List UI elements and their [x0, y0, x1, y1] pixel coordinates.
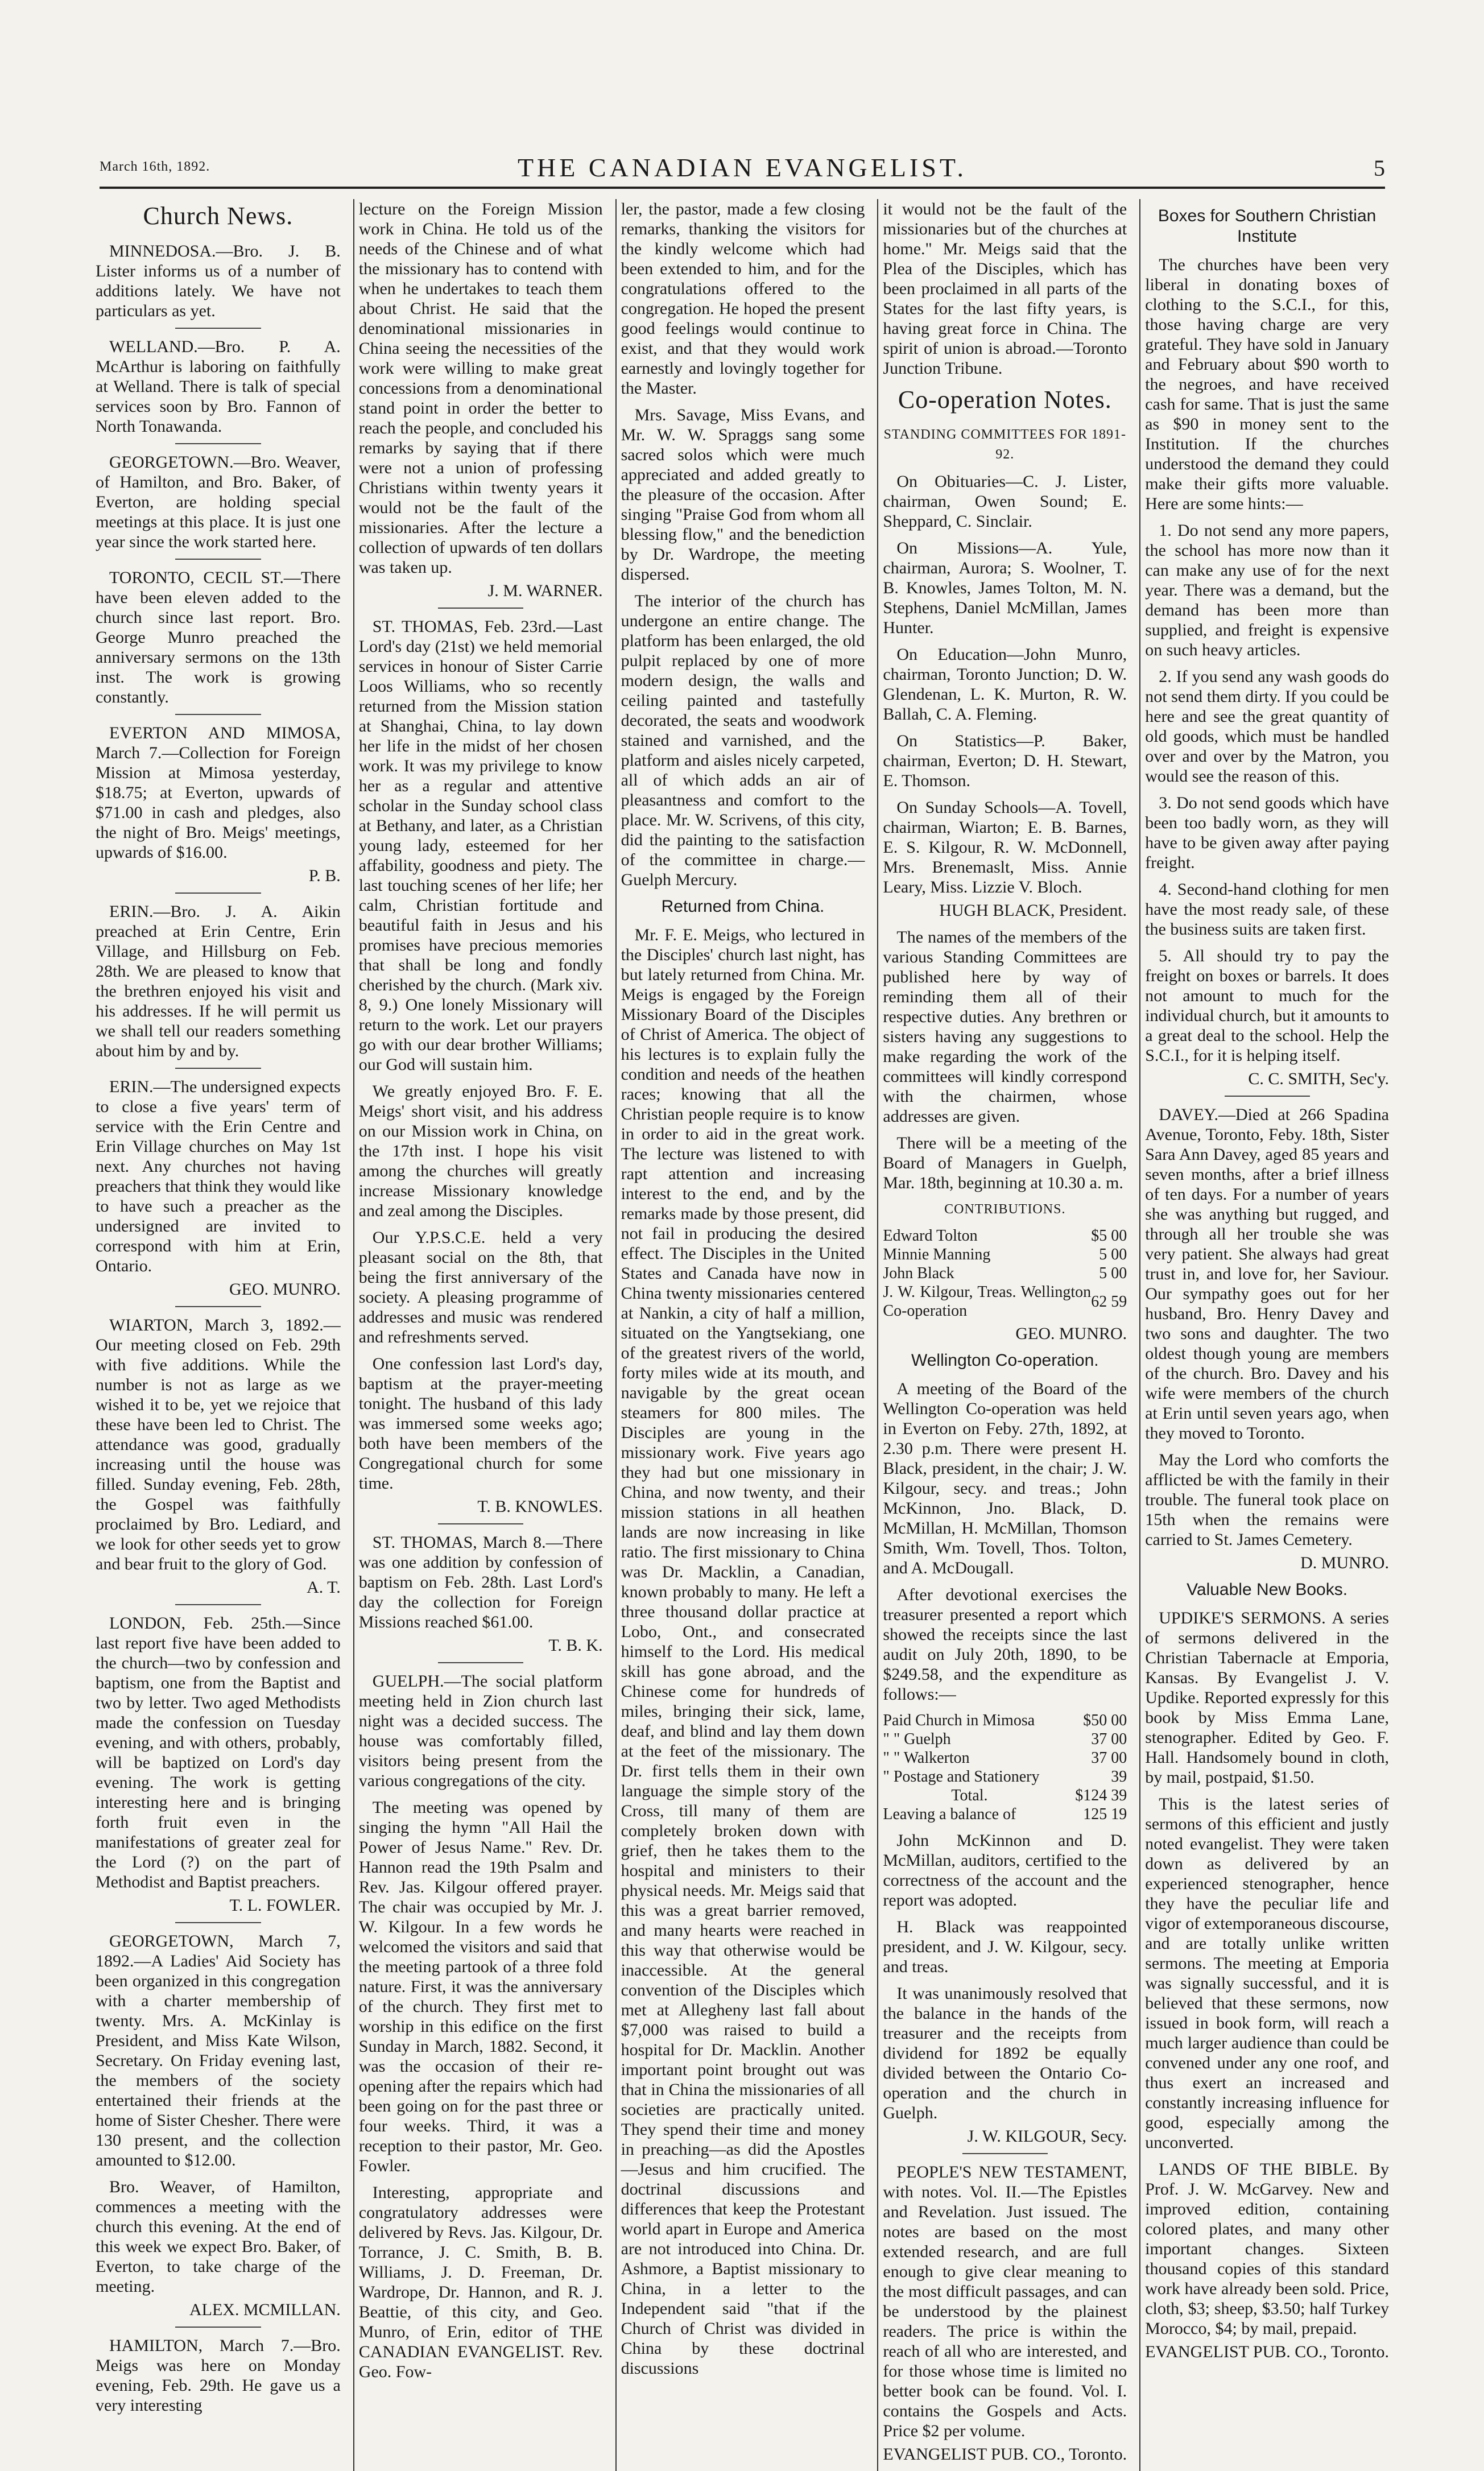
divider [175, 2327, 261, 2328]
obituary-davey: DAVEY.—Died at 266 Spadina Avenue, Toronto, Feby. 18th, Sister Sara Ann Davey, aged 85 years and seven months, after a brief illness of ten days. For a number of years she was anything but rugged, and through all her trouble she was very patient. She always had great trust in, and love for, her Saviour. Our sympathy goes out for her husband, Bro. Henry Davey and two sons and daughter. The two oldest though young are members of the church. Bro. Davey and his wife were members of the church at Erin until seven years ago, when they moved to Toronto. [1145, 1105, 1389, 1443]
valuable-new-books-heading: Valuable New Books. [1187, 1580, 1348, 1599]
signature: J. W. KILGOUR, Secy. [967, 2127, 1127, 2146]
column-2 [353, 199, 607, 2471]
committees-note: The names of the members of the various Standing Committees are published here by way of reminding them all of their respective duties. Any brethren or sisters having any suggestions to make regarding the work of the committees will kindly correspond with the chairmen, whose addresses are given. [883, 928, 1127, 1126]
news-item-meigs-visit: We greatly enjoyed Bro. F. E. Meigs' short visit, and his address on our Mission work in China, on the 17th inst. I hope his visit among the churches will greatly increase Missionary knowledge and zeal among the Disciples. [358, 1082, 603, 1220]
boxes-hint-5: 5. All should try to pay the freight on boxes or barrels. It does not amount to much for the individual church, but it amounts to a great deal to the school. Help the S.C.I., for it is helping itself. [1145, 947, 1389, 1065]
column-4 [877, 199, 1131, 2471]
signature: A. T. [307, 1578, 341, 1597]
table-row: John Black 5 00 [883, 1265, 1127, 1282]
signature: D. MUNRO. [1300, 1553, 1389, 1572]
news-item-weaver-meeting: Bro. Weaver, of Hamilton, commences a meeting with the church this evening. At the end of this week we expect Bro. Baker, of Everton, to take charge of the meeting. [96, 2177, 341, 2296]
signature: T. B. KNOWLES. [477, 1497, 603, 1516]
news-item-georgetown-ladies-aid: GEORGETOWN, March 7, 1892.—A Ladies' Aid Society has been organized in this congregation with a charter membership of twenty. Mrs. A. McKinlay is President, and Miss Kate Wilson, Secretary. On Friday evening last, the members of the society entertained their friends at the home of Sister Chesher. There were 130 present, and the collection amounted to $12.00. [96, 1932, 341, 2170]
contributions-title: CONTRIBUTIONS. [944, 1202, 1066, 1217]
table-row: " Postage and Stationery 39 [883, 1768, 1127, 1786]
signature: GEO. MUNRO. [1015, 1324, 1127, 1343]
resolution-note: It was unanimously resolved that the balance in the hands of the treasurer and the receipts from dividend for 1892 be equally divided between the Ontario Co-operation and the church in Guelph. [883, 1984, 1127, 2122]
news-item-st-thomas-memorial: ST. THOMAS, Feb. 23rd.—Last Lord's day (21st) we held memorial services in honour of Sister Carrie Loos Williams, who so recently returned from the Mission station at Shanghai, China, to lay down her life in the midst of her chosen work. It was my privilege to know her as a regular and attentive scholar in the Sunday school class at Bethany, and later, as a Christian young lady, esteemed for her affability, goodness and piety. The last touching scenes of her life; her calm, Christian fortitude and beautiful faith in Jesus and his promises have precious memories that shall be long and fondly cherished by the church. (Mark xiv. 8, 9.) One lonely Missionary will return to the work. Let our prayers go with our dear brother Williams; our God will sustain him. [358, 617, 603, 1074]
news-item-confession: One confession last Lord's day, baptism at the prayer-meeting tonight. The husband of this lady was immersed some weeks ago; both have been members of the Congregational church for some time. [358, 1354, 603, 1493]
table-row: J. W. Kilgour, Treas. Wellington Co-operation 62 59 [883, 1283, 1127, 1320]
guelph-solos: Mrs. Savage, Miss Evans, and Mr. W. W. Spraggs sang some sacred solos which were much appreciated and added greatly to the pleasure of the occasion. After singing "Praise God from whom all blessing flow," and the benediction by Dr. Wardrope, the meeting dispersed. [621, 406, 865, 584]
updikes-sermons-ad: UPDIKE'S SERMONS. A series of sermons delivered in the Christian Tabernacle at Emporia, Kansas. By Evangelist J. V. Updike. Reported expressly for this book by Miss Emma Lane, stenographer. Edited by Geo. F. Hall. Handsomely bound in cloth, by mail, postpaid, $1.50. [1145, 1609, 1389, 1787]
news-item-london: LONDON, Feb. 25th.—Since last report five have been added to the church—two by confession and baptism, one from the Baptist and two by letter. Two aged Methodists made the confession on Tuesday evening, and with others, probably, will be baptized on Lord's day evening. The work is getting interesting here and is bringing forth fruit even in the manifestations of greater zeal for the Lord (?) on the part of Methodist and Baptist preachers. [96, 1614, 341, 1891]
table-row: " " Guelph 37 00 [883, 1730, 1127, 1748]
committee-sunday-schools: On Sunday Schools—A. Tovell, chairman, Wiarton; E. B. Barnes, E. S. Kilgour, R. W. McDonnell, Mrs. Brenemaslt, Miss. Annie Leary, Miss. Lizzie V. Bloch. [883, 798, 1127, 896]
committee-obituaries: On Obituaries—C. J. Lister, chairman, Owen Sound; E. Sheppard, C. Sinclair. [883, 472, 1127, 531]
news-item-welland: WELLAND.—Bro. P. A. McArthur is laboring on faithfully at Welland. There is talk of special services soon by Bro. Fannon of North Tonawanda. [96, 337, 341, 436]
treasurer-report: After devotional exercises the treasurer presented a report which showed the receipts since the last audit on July 20th, 1890, to be $249.58, and the expenditure as follows:— [883, 1585, 1127, 1704]
signature: ALEX. MCMILLAN. [189, 2300, 341, 2319]
standing-committees-title: STANDING COMMITTEES FOR 1891-92. [883, 427, 1126, 462]
guelph-church-interior: The interior of the church has undergone an entire change. The platform has been enlarged, the old pulpit replaced by one of more modern design, the walls and ceiling painted and tastefully decorated, the seats and woodwork stained and varnished, and the platform and aisles nicely carpeted, all of which adds an air of pleasantness and comfort to the place. Mr. W. Scrivens, of this city, did the painting to the satisfaction of the committee in charge.—Guelph Mercury. [621, 592, 865, 889]
guelph-meeting-details: The meeting was opened by singing the hymn "All Hail the Power of Jesus Name." Rev. Dr. Hannon read the 19th Psalm and Rev. Jas. Kilgour offered prayer. The chair was occupied by Mr. J. W. Kilgour. In a few words he welcomed the visitors and said that the meeting partook of a three fold nature. First, it was the anniversary of the church. They first met to worship in this edifice on the first Sunday in March, 1882. Second, it was the occasion of their re-opening after the repairs which had been going on for the past three or four weeks. Third, it was a reception to their pastor, Mr. Geo. Fowler. [358, 1798, 603, 2175]
table-row: " " Walkerton 37 00 [883, 1749, 1127, 1767]
lands-of-the-bible-ad: LANDS OF THE BIBLE. By Prof. J. W. McGarvey. New and improved edition, containing colored plates, and many other important changes. Sixteen thousand copies of this standard work have already been sold. Price, cloth, $3; sheep, $3.50; half Turkey Morocco, $4; by mail, prepaid. [1145, 2160, 1389, 2338]
divider [175, 892, 261, 894]
news-item-erin-munro: ERIN.—The undersigned expects to close a five years' term of service with the Erin Centre and Erin Village churches on May 1st next. Any churches not having preachers that think they would like to have such a preacher as the undersigned are invited to correspond with him at Erin, Ontario. [96, 1077, 341, 1275]
issue-date: March 16th, 1892. [100, 159, 210, 174]
news-item-st-thomas-addition: ST. THOMAS, March 8.—There was one addition by confession of baptism on Feb. 28th. Last Lord's day the collection for Foreign Missions reached $61.00. [358, 1533, 603, 1631]
committee-statistics: On Statistics—P. Baker, chairman, Everton; D. H. Stewart, E. Thomson. [883, 732, 1127, 790]
news-item-erin: ERIN.—Bro. J. A. Aikin preached at Erin Centre, Erin Village, and Hillsburg on Feb. 28th. We are pleased to know that the brethren enjoyed his visit and his addresses. If he will permit us we shall tell our readers something about him by and by. [96, 902, 341, 1060]
column-5 [1139, 199, 1394, 2471]
signature: P. B. [308, 866, 341, 885]
signature: GEO. MUNRO. [229, 1280, 341, 1299]
divider [438, 1523, 523, 1524]
divider [175, 559, 261, 560]
divider [175, 328, 261, 329]
article-columns [91, 199, 1394, 2464]
boxes-hint-2: 2. If you send any wash goods do not send them dirty. If you could be here and see the great quantity of old goods, which must be handled over and over by the Matron, you would see the reason of this. [1145, 667, 1389, 786]
signature: C. C. SMITH, Sec'y. [1248, 1069, 1389, 1088]
reappointment-note: H. Black was reappointed president, and J. W. Kilgour, secy. and treas. [883, 1918, 1127, 1976]
divider [175, 714, 261, 715]
news-item-wiarton: WIARTON, March 3, 1892.—Our meeting closed on Feb. 29th with five additions. While the number is not as large as we wished it to be, yet we rejoice that these have been led to Christ. The attendance was good, gradually increasing until the house was filled. Sunday evening, Feb. 28th, the Gospel was faithfully proclaimed by Bro. Lediard, and we look for other seeds yet to grow and bear fruit to the glory of God. [96, 1316, 341, 1573]
boxes-hint-4: 4. Second-hand clothing for men have the most ready sale, of these the business suits are taken first. [1145, 880, 1389, 939]
total-row: Total. $124 39 [951, 1787, 1127, 1804]
divider [175, 443, 261, 444]
boxes-intro: The churches have been very liberal in donating boxes of clothing to the S.C.I., for this, those having charge are very grateful. They have sold in January and February about $90 worth to the negroes, and have received cash for same. That is just the same as $90 in money sent to the Institution. If the churches understood the demand they could make their gifts more valuable. Here are some hints:— [1145, 255, 1389, 513]
divider [962, 2153, 1048, 2154]
wellington-co-operation-heading: Wellington Co-operation. [911, 1351, 1099, 1370]
news-item-minnedosa: MINNEDOSA.—Bro. J. B. Lister informs us of a number of additions lately. We have not particulars as yet. [96, 242, 341, 320]
signature: HUGH BLACK, President. [939, 901, 1127, 920]
co-operation-notes-heading: Co-operation Notes. [898, 386, 1112, 414]
table-row: Minnie Manning 5 00 [883, 1246, 1127, 1263]
news-item-guelph: GUELPH.—The social platform meeting held in Zion church last night was a decided success. The house was comfortably filled, visitors being present from the various congregations of the city. [358, 1672, 603, 1790]
page-number: 5 [1374, 155, 1385, 181]
news-item-georgetown: GEORGETOWN.—Bro. Weaver, of Hamilton, and Bro. Baker, of Everton, are holding special meetings at this place. It is just one year since the work started here. [96, 453, 341, 551]
news-item-hamilton: HAMILTON, March 7.—Bro. Meigs was here on Monday evening, Feb. 29th. He gave us a very interesting [96, 2336, 341, 2415]
boxes-hint-3: 3. Do not send goods which have been too badly worn, as they will have to be given away after paying freight. [1145, 794, 1389, 872]
committee-missions: On Missions—A. Yule, chairman, Aurora; S. Woolner, T. B. Knowles, James Tolton, M. N. Stephens, Daniel McMillan, James Hunter. [883, 539, 1127, 637]
masthead [100, 152, 1385, 189]
guelph-addresses: Interesting, appropriate and congratulatory addresses were delivered by Revs. Jas. Kilgour, Dr. Torrance, J. C. Smith, B. B. Williams, J. D. Freeman, Dr. Wardrope, Dr. Hannon, and R. J. Beattie, of this city, and Geo. Munro, of Erin, editor of THE CANADIAN EVANGELIST. Rev. Geo. Fow- [358, 2183, 603, 2381]
hamilton-continued: lecture on the Foreign Mission work in China. He told us of the needs of the Chinese and of what the missionary has to contend with when he undertakes to teach them about Christ. He said that the denominational missionaries in China seeing the necessities of the work were willing to make great concessions from a denominational stand point in order the better to reach the people, and concluded his remarks by saying that if there were not a union of professing Christians within twenty years it would not be the fault of the missionaries. After the lecture a collection of upwards of ten dollars was taken up. [358, 200, 603, 577]
peoples-new-testament-ad: PEOPLE'S NEW TESTAMENT, with notes. Vol. II.—The Epistles and Revelation. Just issued. The notes are based on the most extended research, and are full enough to give clear meaning to the most difficult passages, and can be understood by the plainest readers. The price is within the reach of all who are interested, and for those whose time is limited no better book can be found. Vol. I. contains the Gospels and Acts. Price $2 per volume. [883, 2163, 1127, 2440]
column-1 [91, 199, 345, 2471]
boxes-hint-1: 1. Do not send any more papers, the school has more now than it can make any use of for the next year. There was a demand, but the demand has been more than supplied, and freight is expensive on such heavy articles. [1145, 521, 1389, 659]
divider [175, 1604, 261, 1605]
news-item-toronto-cecil: TORONTO, CECIL ST.—There have been eleven added to the church since last report. Bro. George Munro preached the anniversary sermons on the 13th inst. The work is growing constantly. [96, 568, 341, 706]
updikes-sermons-description: This is the latest series of sermons of this efficient and justly noted evangelist. They were taken down as delivered by an experienced stenographer, hence they have the peculiar life and vigor of extemporaneous discourse, and are totally unlike written sermons. The meeting at Emporia was signally successful, and it is believed that these sermons, now issued in book form, will reach a much larger audience than could be convened under any one roof, and thus exert an increased and constantly increasing influence for good, especially among the unconverted. [1145, 1795, 1389, 2152]
signature: T. B. K. [548, 1636, 603, 1655]
committee-education: On Education—John Munro, chairman, Toronto Junction; D. W. Glendenan, L. K. Murton, R. W. Ballah, C. A. Fleming. [883, 645, 1127, 724]
guelph-continued: ler, the pastor, made a few closing remarks, thanking the visitors for the kindly welcome which had been extended to him, and for the congratulations offered to the congregation. He hoped the present good feelings would continue to exist, and that they would work earnestly and lovingly together for the Master. [621, 200, 865, 398]
wellington-meeting: A meeting of the Board of the Wellington Co-operation was held in Everton on Feby. 27th, 1892, at 2.30 p.m. There were present H. Black, president, in the chair; J. W. Kilgour, secy. and treas.; John McKinnon, Jno. Black, D. McMillan, H. McMillan, Thomson Smith, Wm. Tovell, Thos. Tolton, and A. McDougall. [883, 1379, 1127, 1577]
returned-from-china-heading: Returned from China. [661, 897, 825, 916]
divider [1225, 1096, 1310, 1097]
divider [438, 1662, 523, 1663]
news-item-everton-mimosa: EVERTON AND MIMOSA, March 7.—Collection for Foreign Mission at Mimosa yesterday, $18.75; at Everton, upwards of $71.00 in cash and pledges, also the night of Bro. Meigs' meetings, upwards of $16.00. [96, 724, 341, 862]
board-meeting-notice: There will be a meeting of the Board of Managers in Guelph, Mar. 18th, beginning at 10.30 a. m. [883, 1134, 1127, 1192]
news-item-ypsce-social: Our Y.P.S.C.E. held a very pleasant social on the 8th, that being the first anniversary of the society. A pleasing programme of addresses and music was rendered and refreshments served. [358, 1228, 603, 1346]
signature: T. L. FOWLER. [229, 1896, 341, 1915]
table-row: Edward Tolton $5 00 [883, 1227, 1127, 1245]
boxes-heading: Boxes for Southern Christian Institute [1158, 206, 1376, 246]
auditors-note: John McKinnon and D. McMillan, auditors, certified to the correctness of the account and the report was adopted. [883, 1831, 1127, 1910]
signature: J. M. WARNER. [487, 581, 603, 600]
balance-row: Leaving a balance of 125 19 [883, 1805, 1127, 1823]
returned-from-china-article: Mr. F. E. Meigs, who lectured in the Disciples' church last night, has but lately returned from China. Mr. Meigs is engaged by the Foreign Missionary Board of the Disciples of Christ of America. The object of his lectures is to explain fully the condition and needs of the heathen races; knowing that all the Christian people require is to know in order to aid in the great work. The lecture was listened to with rapt attention and increasing interest to the end, and by the remarks made by those present, did not fail in producing the desired effect. The Disciples in the United States and Canada have now in China twenty missionaries centered at Nankin, a city of half a million, situated on the Yangtsekiang, one of the greatest rivers of the world, forty miles wide at its mouth, and navigable by the great ocean steamers for 800 miles. The Disciples are young in the missionary work. Five years ago they had but one missionary in China, and now twenty, and their mission stations in all heathen lands are now increasing in like ratio. The first missionary to China was Dr. Macklin, a Canadian, known probably to many. He left a three thousand dollar practice at Lobo, Ont., and consecrated himself to the Lord. His medical skill has gone abroad, and the Chinese come for hundreds of miles, bringing their sick, lame, deaf, and blind and lay them down at the feet of the missionary. The Dr. first tells them in their own language the simple story of the Cross, till many of them are completely broken down with grief, then he takes them to the hospital and ministers to their physical needs. Mr. Meigs said that this was a great barrier removed, and many hearts were reached in this way that otherwise would be inaccessible. At the general convention of the Disciples which met at Allegheny last fall about $7,000 was raised to build a hospital for Dr. Macklin. Another important point brought out was that in China the missionaries of all societies are practically united. They spend their time and money in preaching—as did the Apostles—Jesus and him crucified. The doctrinal discussions and differences that keep the Protestant world apart in Europe and America are not introduced into China. Dr. Ashmore, a Baptist missionary to China, in a letter to the Independent said "that if the Church of Christ was divided in China by these doctrinal discussions [621, 925, 865, 2378]
divider [175, 1922, 261, 1923]
signature: EVANGELIST PUB. CO., Toronto. [1145, 2342, 1389, 2361]
table-row: Paid Church in Mimosa $50 00 [883, 1712, 1127, 1729]
expenditure-table [883, 1711, 1127, 1824]
contributions-table [883, 1226, 1127, 1320]
signature: EVANGELIST PUB. CO., Toronto. [883, 2445, 1127, 2464]
divider [438, 608, 523, 609]
divider [175, 1068, 261, 1069]
newspaper-title: THE CANADIAN EVANGELIST. [517, 153, 968, 182]
obituary-funeral: May the Lord who comforts the afflicted be with the family in their trouble. The funeral took place on 15th when the remains were carried to St. James Cemetery. [1145, 1451, 1389, 1549]
church-news-heading: Church News. [143, 202, 294, 230]
divider [175, 1306, 261, 1307]
column-3 [615, 199, 870, 2471]
china-article-continued: it would not be the fault of the missionaries but of the churches at home." Mr. Meigs said that the Plea of the Disciples, which has been proclaimed in all parts of the States for the last fifty years, is having great force in China. The spirit of union is abroad.—Toronto Junction Tribune. [883, 200, 1127, 378]
